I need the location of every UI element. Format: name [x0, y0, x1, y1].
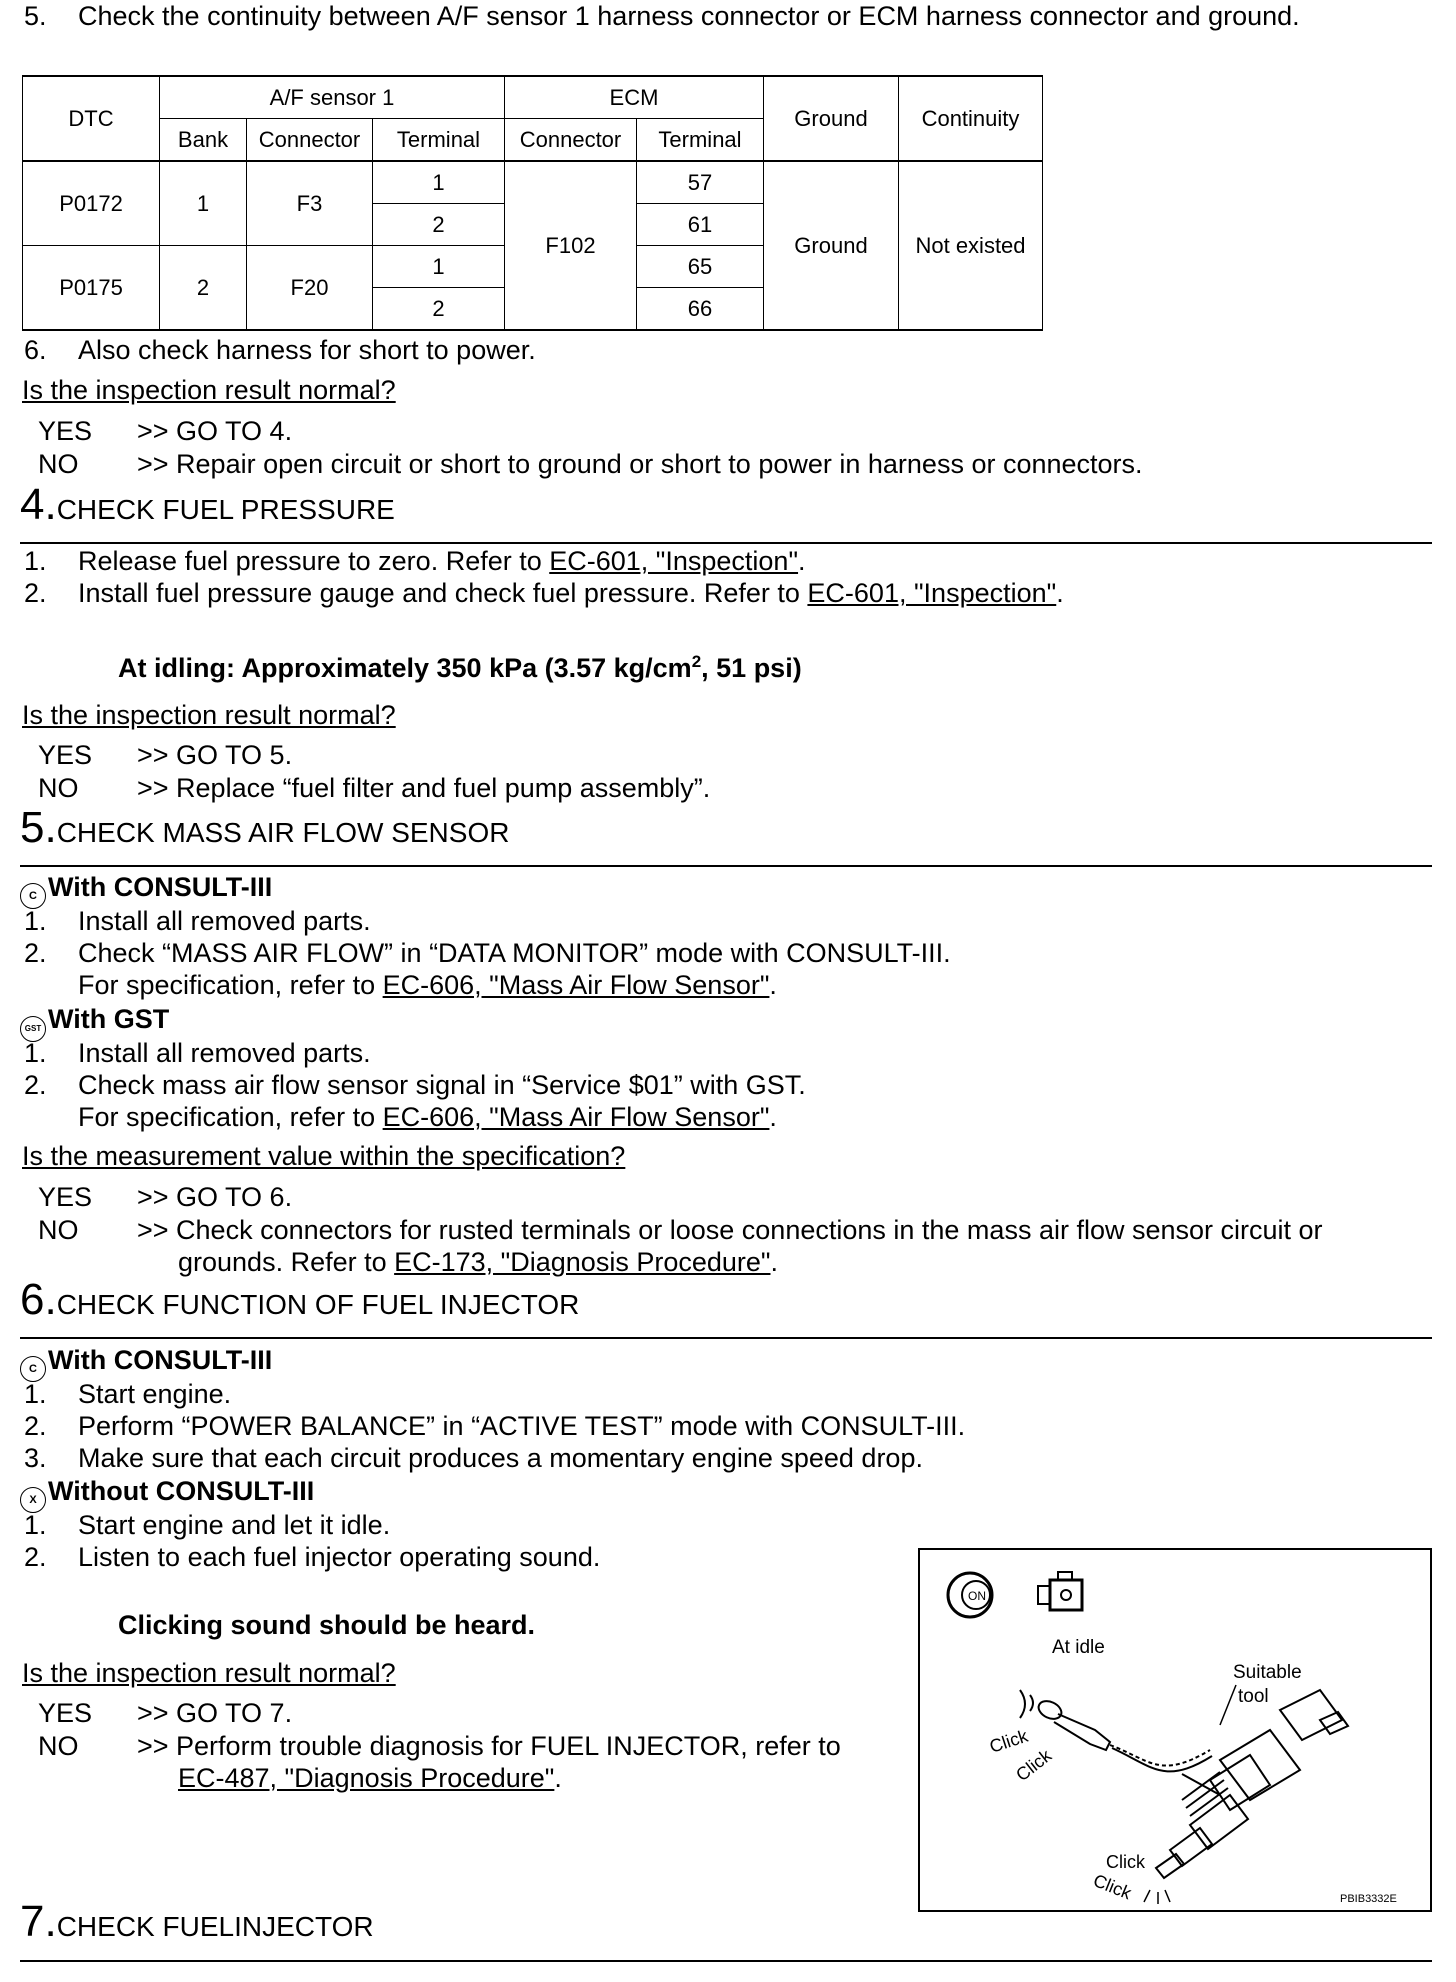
no-action-cont	[178, 1247, 778, 1278]
cell-ecm-terminal: 61	[637, 204, 764, 246]
cell-ground: Ground	[764, 161, 899, 330]
injector-illustration	[920, 1550, 1430, 1910]
mode-heading	[20, 1476, 314, 1513]
text: Release fuel pressure to zero. Refer to	[78, 546, 550, 576]
step-heading	[20, 803, 510, 852]
figure-code: PBIB3332E	[1340, 1893, 1397, 1905]
continuity-table	[22, 75, 1043, 331]
text: With CONSULT-III	[48, 872, 273, 902]
cell-continuity: Not existed	[899, 161, 1043, 330]
yes-label: YES	[38, 740, 93, 770]
intro-text: Check the continuity between A/F sensor 1 harness connector or ECM harness connector and ground.	[78, 1, 1300, 31]
yes-action: >> GO TO 6.	[137, 1182, 293, 1212]
text: .	[1056, 578, 1064, 608]
yes-label: YES	[38, 416, 93, 446]
th-terminal: Terminal	[373, 119, 505, 162]
click-label: Click	[1012, 1745, 1056, 1786]
cell-ecm-connector: F102	[505, 161, 637, 330]
text: With GST	[48, 1004, 170, 1034]
cell-terminal: 2	[373, 288, 505, 331]
divider	[20, 865, 1432, 867]
step-item-text: Start engine.	[78, 1379, 232, 1409]
step-item-text: Listen to each fuel injector operating sound.	[78, 1542, 601, 1572]
step-item-number: 1.	[24, 1510, 47, 1540]
inspection-question: Is the inspection result normal?	[22, 1658, 396, 1688]
at-idle-label: At idle	[1052, 1637, 1105, 1658]
cell-dtc: P0175	[23, 246, 160, 331]
no-label: NO	[38, 449, 79, 479]
injector-figure	[918, 1548, 1432, 1912]
step-number: 5.	[20, 803, 57, 852]
ref-link[interactable]: EC-173, "Diagnosis Procedure"	[394, 1247, 771, 1277]
no-label: NO	[38, 1215, 79, 1245]
no-action: >> Check connectors for rusted terminals or loose connections in the mass air flow sensor circuit or	[137, 1215, 1323, 1245]
text: , 51 psi)	[701, 653, 802, 683]
cell-terminal: 2	[373, 204, 505, 246]
step-item-text: Install all removed parts.	[78, 1038, 371, 1068]
no-label: NO	[38, 773, 79, 803]
gst-icon: GST	[20, 1016, 46, 1042]
th-ground: Ground	[764, 76, 899, 161]
divider	[20, 542, 1432, 544]
consult-icon: C	[20, 1356, 46, 1382]
step-item-number: 3.	[24, 1443, 47, 1473]
step-item-number: 2.	[24, 1411, 47, 1441]
divider	[20, 1960, 1432, 1962]
text: At idling: Approximately 350 kPa (3.57 kg/cm	[118, 653, 692, 683]
fuel-injector-icon	[1156, 1690, 1348, 1878]
step-item-text	[78, 545, 806, 577]
th-af-sensor: A/F sensor 1	[160, 76, 505, 119]
step-item-number: 1.	[24, 546, 47, 576]
text: .	[798, 546, 806, 576]
step-item-text	[78, 577, 1064, 609]
step-item-number: 1.	[24, 906, 47, 936]
inspection-question: Is the measurement value within the specification?	[22, 1141, 626, 1171]
step-item-text: Check mass air flow sensor signal in “Service $01” with GST.	[78, 1070, 806, 1100]
th-continuity: Continuity	[899, 76, 1043, 161]
cell-terminal: 1	[373, 246, 505, 288]
step-item-number: 1.	[24, 1038, 47, 1068]
cell-bank: 2	[160, 246, 247, 331]
no-action: >> Perform trouble diagnosis for FUEL INJECTOR, refer to	[137, 1731, 841, 1761]
step-title: CHECK FUEL PRESSURE	[56, 494, 395, 525]
tool-label-1: Suitable	[1233, 1662, 1302, 1683]
mode-heading	[20, 872, 272, 909]
cell-bank: 1	[160, 161, 247, 246]
mode-heading	[20, 1345, 272, 1382]
ref-link[interactable]: EC-487, "Diagnosis Procedure"	[178, 1763, 555, 1793]
step-heading	[20, 480, 395, 529]
on-label: ON	[968, 1589, 986, 1603]
th-connector: Connector	[247, 119, 373, 162]
engine-icon	[1038, 1572, 1082, 1610]
sound-lines	[1144, 1890, 1170, 1904]
no-label: NO	[38, 1731, 79, 1761]
ref-link[interactable]: EC-606, "Mass Air Flow Sensor"	[382, 1102, 770, 1132]
step-number: 6.	[20, 1275, 57, 1324]
step-item-number: 2.	[24, 938, 47, 968]
text: Without CONSULT-III	[48, 1476, 315, 1506]
spec-value	[118, 652, 802, 684]
text: For specification, refer to	[78, 1102, 383, 1132]
cell-connector: F20	[247, 246, 373, 331]
text: .	[769, 1102, 777, 1132]
no-action: >> Replace “fuel filter and fuel pump assembly”.	[137, 773, 711, 803]
step-item-number: 2.	[24, 578, 47, 608]
cell-ecm-terminal: 66	[637, 288, 764, 331]
step-item-text: Start engine and let it idle.	[78, 1510, 391, 1540]
step-title: CHECK FUNCTION OF FUEL INJECTOR	[56, 1289, 580, 1320]
text: Install fuel pressure gauge and check fuel pressure. Refer to	[78, 578, 808, 608]
step-item-number: 6.	[24, 335, 47, 365]
divider	[20, 1337, 1432, 1339]
step-item-text: Check “MASS AIR FLOW” in “DATA MONITOR” mode with CONSULT-III.	[78, 938, 951, 968]
superscript: 2	[691, 652, 702, 671]
without-consult-icon: X	[20, 1487, 46, 1513]
step-item-text: Also check harness for short to power.	[78, 335, 536, 365]
ref-link[interactable]: EC-606, "Mass Air Flow Sensor"	[382, 970, 770, 1000]
ref-link[interactable]: EC-601, "Inspection"	[807, 578, 1057, 608]
step-item-number: 1.	[24, 1379, 47, 1409]
yes-label: YES	[38, 1698, 93, 1728]
inspection-question: Is the inspection result normal?	[22, 375, 396, 405]
yes-label: YES	[38, 1182, 93, 1212]
th-ecm: ECM	[505, 76, 764, 119]
step-item-text: Perform “POWER BALANCE” in “ACTIVE TEST” mode with CONSULT-III.	[78, 1411, 966, 1441]
text: .	[770, 1247, 778, 1277]
step-heading	[20, 1897, 374, 1946]
yes-action: >> GO TO 7.	[137, 1698, 293, 1728]
click-label: Click	[1106, 1852, 1145, 1872]
cell-ecm-terminal: 57	[637, 161, 764, 204]
text: grounds. Refer to	[178, 1247, 395, 1277]
cell-ecm-terminal: 65	[637, 246, 764, 288]
step-item-text: Install all removed parts.	[78, 906, 371, 936]
cell-dtc: P0172	[23, 161, 160, 246]
th-dtc: DTC	[23, 76, 160, 161]
step-item-text	[78, 969, 777, 1001]
step-item-number: 2.	[24, 1542, 47, 1572]
th-ecm-connector: Connector	[505, 119, 637, 162]
tool-label-2: tool	[1238, 1686, 1269, 1707]
yes-action: >> GO TO 5.	[137, 740, 293, 770]
yes-action: >> GO TO 4.	[137, 416, 293, 446]
step-title: CHECK MASS AIR FLOW SENSOR	[56, 817, 510, 848]
cell-connector: F3	[247, 161, 373, 246]
click-label: Click	[987, 1725, 1031, 1757]
ref-link[interactable]: EC-601, "Inspection"	[549, 546, 799, 576]
step-title: CHECK FUELINJECTOR	[56, 1911, 374, 1942]
no-action-cont	[178, 1763, 562, 1794]
step-item-number: 2.	[24, 1070, 47, 1100]
suitable-tool-icon	[1020, 1690, 1220, 1795]
step-item-number: 5.	[24, 1, 47, 31]
text: With CONSULT-III	[48, 1345, 273, 1375]
click-label: Click	[1090, 1870, 1135, 1904]
step-item-text	[78, 1101, 777, 1133]
ignition-on-icon	[948, 1573, 992, 1617]
text: .	[769, 970, 777, 1000]
text: .	[554, 1763, 562, 1793]
cell-terminal: 1	[373, 161, 505, 204]
step-item-text: Make sure that each circuit produces a momentary engine speed drop.	[78, 1443, 923, 1473]
consult-icon: C	[20, 883, 46, 909]
text: For specification, refer to	[78, 970, 383, 1000]
step-number: 4.	[20, 480, 57, 529]
inspection-question: Is the inspection result normal?	[22, 700, 396, 730]
step-heading	[20, 1275, 580, 1324]
no-action: >> Repair open circuit or short to ground or short to power in harness or connectors.	[137, 449, 1143, 479]
spec-value: Clicking sound should be heard.	[118, 1610, 536, 1640]
th-ecm-terminal: Terminal	[637, 119, 764, 162]
th-bank: Bank	[160, 119, 247, 162]
step-number: 7.	[20, 1897, 57, 1946]
